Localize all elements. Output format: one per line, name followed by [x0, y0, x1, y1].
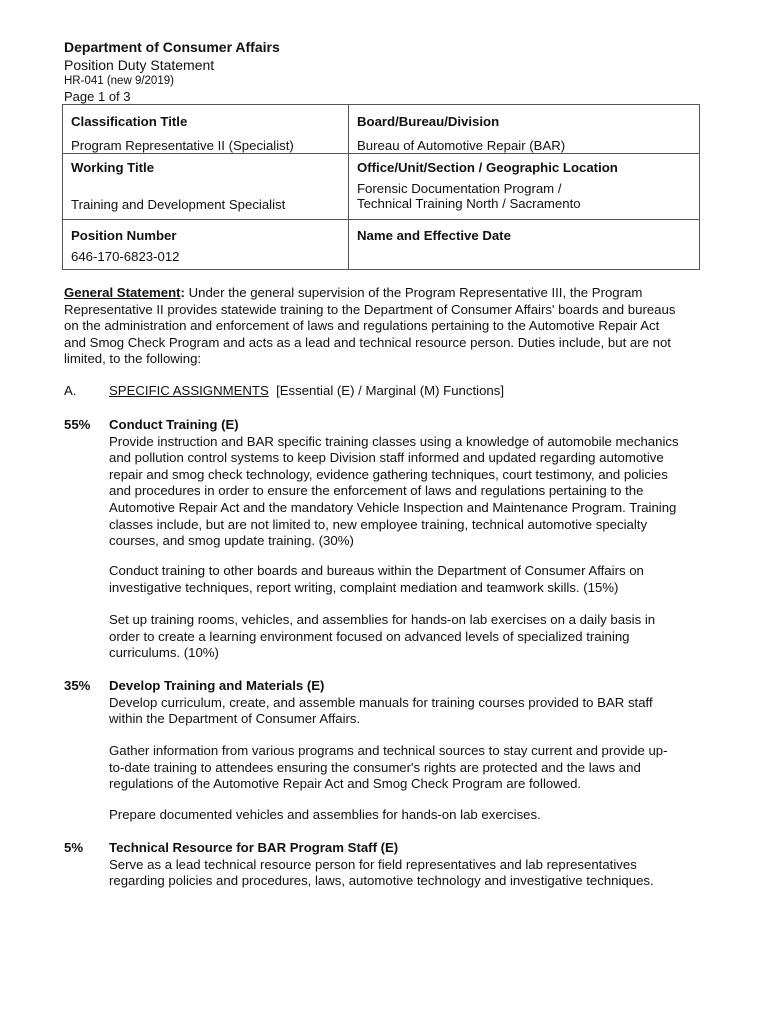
- name-date-label: Name and Effective Date: [357, 228, 511, 243]
- duty-paragraph: Conduct training to other boards and bureaus within the Department of Consumer Affairs on investigative techniques, report writing, complaint mediation and teamwork skills. (15%): [109, 563, 644, 595]
- board-label: Board/Bureau/Division: [357, 114, 500, 129]
- duty-heading: Develop Training and Materials (E): [109, 678, 325, 693]
- classification-title-value: Program Representative II (Specialist): [71, 138, 294, 153]
- duty-paragraph: Provide instruction and BAR specific training classes using a knowledge of automobile mechanics and pollution control systems to keep Division staff informed and updated regarding automotive repair and smog check technology, evidence gathering techniques, court testimony, and policies and procedures in order to ensure the enforcement of laws and regulations pertaining to the Automotive Repair Act and the mandatory Vehicle Inspection and Maintenance Program. Training classes include, but are not limited to, new employee training, technical automotive specialty courses, and smog update training. (30%): [109, 433, 679, 549]
- duty-paragraph: Serve as a lead technical resource person for field representatives and lab representatives regarding policies and procedures, laws, automotive technology and investigative techniques.: [109, 856, 654, 889]
- classification-title-cell: [63, 105, 349, 154]
- duty-block: [109, 678, 679, 728]
- position-number-cell: [63, 220, 349, 270]
- general-statement-label: General Statement: [64, 285, 181, 300]
- duty-paragraph: Gather information from various programs and technical sources to stay current and provide up-to-date training to attendees ensuring the consumer's rights are protected and the laws and regulations of the Automotive Repair Act and Smog Check Program are followed.: [109, 743, 668, 792]
- section-title-sub: [Essential (E) / Marginal (M) Functions]: [276, 383, 504, 398]
- general-statement-text: Under the general supervision of the Program Representative III, the Program Representative II provides statewide training to the Department of Consumer Affairs' boards and bureaus on the administration and enforcement of laws and regulations pertaining to the Automotive Repair Act and Smog Check Program and acts as a lead and technical resource person. Duties include, but are not limited, to the following:: [64, 285, 676, 367]
- duty-percent: 5%: [64, 840, 84, 855]
- office-label: Office/Unit/Section / Geographic Location: [357, 160, 618, 175]
- position-info-table: [62, 104, 700, 270]
- duty-block: [109, 417, 679, 550]
- office-cell: [349, 154, 700, 220]
- page-indicator: Page 1 of 3: [64, 89, 131, 104]
- duty-heading: Technical Resource for BAR Program Staff (E): [109, 840, 399, 855]
- section-title-main: SPECIFIC ASSIGNMENTS: [109, 383, 269, 398]
- duty-percent: 35%: [64, 678, 91, 693]
- working-title-value: Training and Development Specialist: [71, 197, 286, 212]
- board-value: Bureau of Automotive Repair (BAR): [357, 138, 566, 153]
- duty-paragraph: Set up training rooms, vehicles, and assemblies for hands-on lab exercises on a daily basis in order to create a learning environment focused on advanced levels of specialized training curriculums. (10%): [109, 612, 656, 661]
- section-letter: A.: [64, 383, 77, 398]
- duty-block: [109, 840, 679, 890]
- working-title-label: Working Title: [71, 160, 155, 175]
- form-number: HR-041 (new 9/2019): [64, 75, 174, 87]
- office-value-line2: Technical Training North / Sacramento: [357, 196, 581, 211]
- department-name: Department of Consumer Affairs: [64, 39, 280, 55]
- document-title: Position Duty Statement: [64, 57, 215, 73]
- name-date-cell: [349, 220, 700, 270]
- section-title: [109, 383, 504, 398]
- classification-title-label: Classification Title: [71, 114, 188, 129]
- duty-percent: 55%: [64, 417, 91, 432]
- office-value-line1: Forensic Documentation Program /: [357, 181, 562, 196]
- duty-heading: Conduct Training (E): [109, 417, 239, 432]
- duty-paragraph: Prepare documented vehicles and assemblies for hands-on lab exercises.: [109, 807, 541, 822]
- board-cell: [349, 105, 700, 154]
- working-title-cell: [63, 154, 349, 220]
- duty-paragraph: Develop curriculum, create, and assemble manuals for training courses provided to BAR staff within the Department of Consumer Affairs.: [109, 694, 653, 727]
- position-number-label: Position Number: [71, 228, 177, 243]
- general-statement: General Statement: Under the general supervision of the Program Representative III, the Program Representative II provides statewide training to the Department of Consumer Affairs' boards and bureaus on the administration and enforcement of laws and regulations pertaining to the Automotive Repair Act and Smog Check Program and acts as a lead and technical resource person. Duties include, but are not limited, to the following:: [64, 285, 676, 367]
- position-number-value: 646-170-6823-012: [71, 249, 180, 264]
